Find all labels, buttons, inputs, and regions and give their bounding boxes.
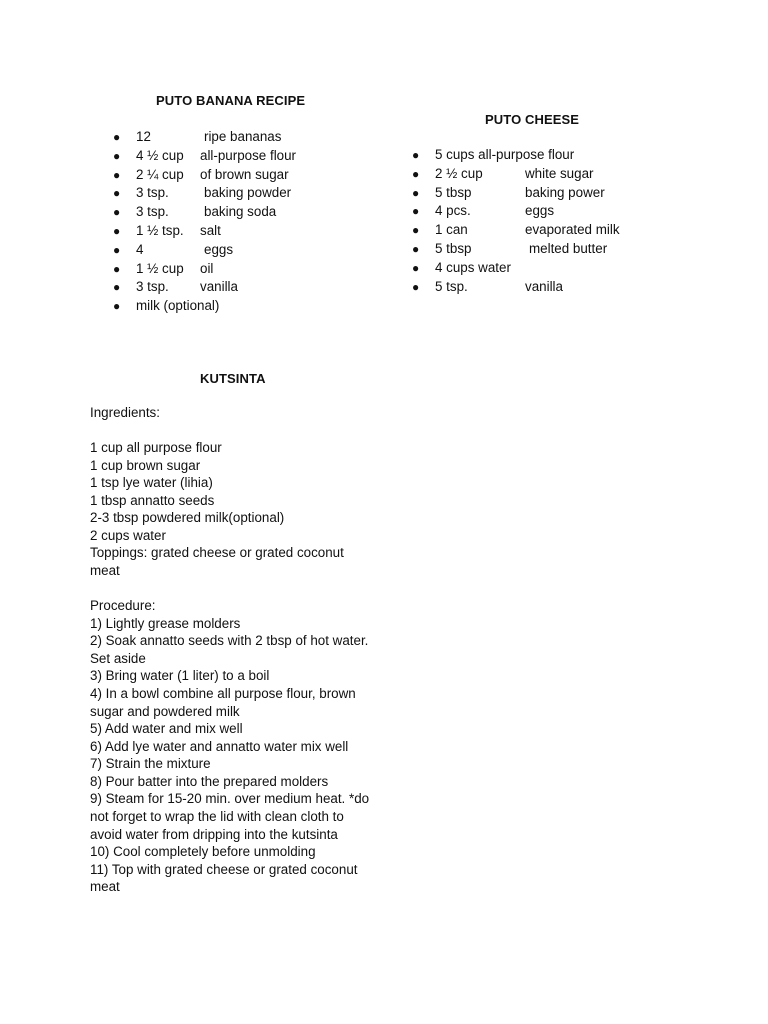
procedure-line: 9) Steam for 15-20 min. over medium heat. *do: [90, 791, 370, 806]
procedure-line: 8) Pour batter into the prepared molders: [90, 774, 329, 789]
ingredient-quantity: 4 ½ cup: [136, 147, 184, 163]
list-item: [113, 222, 363, 241]
bullet-icon: ●: [113, 186, 121, 201]
ingredient-name: ripe bananas: [204, 129, 282, 144]
ingredient-quantity: 1 ½ tsp.: [136, 222, 184, 238]
procedure-line: 2) Soak annatto seeds with 2 tbsp of hot water.: [90, 633, 369, 648]
ingredients-label: Ingredients:: [90, 405, 160, 420]
bullet-icon: ●: [113, 130, 121, 144]
ingredient-name: white sugar: [525, 165, 594, 181]
bullet-icon: ●: [412, 185, 420, 200]
ingredient-name: eggs: [204, 241, 234, 257]
bullet-icon: ●: [113, 299, 121, 314]
procedure-line: 7) Strain the mixture: [90, 756, 211, 771]
list-item: [113, 241, 363, 260]
ingredient-quantity: 5 tbsp: [435, 184, 472, 200]
list-item: [412, 165, 712, 184]
ingredient-quantity: 1 can: [435, 222, 468, 238]
list-item: [113, 166, 363, 185]
ingredient-name: salt: [200, 222, 221, 238]
puto-cheese-title: PUTO CHEESE: [485, 112, 580, 127]
puto-banana-title: PUTO BANANA RECIPE: [156, 93, 306, 108]
ingredient-line: 1 cup brown sugar: [90, 458, 201, 473]
procedure-line: 10) Cool completely before unmolding: [90, 844, 316, 859]
bullet-icon: ●: [412, 260, 420, 275]
list-item: [113, 297, 363, 316]
procedure-line: 5) Add water and mix well: [90, 721, 243, 736]
ingredient-quantity: 12: [136, 129, 151, 144]
ingredient-quantity: 3 tsp.: [136, 185, 169, 201]
procedure-line: Set aside: [90, 651, 146, 666]
ingredient-line: meat: [90, 563, 120, 578]
ingredient-quantity: 4 cups water: [435, 259, 511, 275]
procedure-line: avoid water from dripping into the kutsinta: [90, 827, 338, 842]
ingredient-name: baking powder: [204, 185, 292, 201]
procedure-line: 3) Bring water (1 liter) to a boil: [90, 668, 270, 683]
bullet-icon: ●: [113, 167, 121, 182]
ingredient-quantity: 5 tbsp: [435, 240, 472, 256]
ingredient-name: of brown sugar: [200, 166, 289, 182]
procedure-line: 6) Add lye water and annatto water mix well: [90, 739, 349, 754]
list-item: [412, 221, 712, 240]
ingredient-line: 2 cups water: [90, 528, 166, 543]
procedure-line: meat: [90, 879, 120, 894]
bullet-icon: ●: [113, 280, 121, 295]
list-item: [113, 184, 363, 203]
ingredient-name: vanilla: [525, 278, 563, 294]
bullet-icon: ●: [412, 279, 420, 294]
bullet-icon: ●: [113, 205, 121, 220]
ingredient-quantity: 4: [136, 241, 144, 257]
bullet-icon: ●: [113, 261, 121, 276]
list-item: [412, 278, 712, 297]
ingredient-name: melted butter: [529, 240, 608, 256]
bullet-icon: ●: [412, 241, 420, 256]
procedure-label: Procedure:: [90, 598, 156, 613]
ingredient-name: all-purpose flour: [200, 147, 297, 163]
puto-banana-ingredient-list: [113, 128, 363, 316]
ingredient-quantity: 3 tsp.: [136, 279, 169, 295]
bullet-icon: ●: [113, 242, 121, 257]
bullet-icon: ●: [412, 166, 420, 181]
procedure-line: sugar and powdered milk: [90, 704, 240, 719]
bullet-icon: ●: [412, 148, 420, 162]
ingredient-line: 1 cup all purpose flour: [90, 440, 222, 455]
procedure-line: 1) Lightly grease molders: [90, 616, 241, 631]
ingredient-line: 1 tsp lye water (lihia): [90, 475, 213, 490]
ingredient-name: baking power: [525, 184, 605, 200]
list-item: [412, 259, 712, 278]
list-item: [412, 184, 712, 203]
ingredient-quantity: 3 tsp.: [136, 204, 169, 220]
procedure-line: not forget to wrap the lid with clean cloth to: [90, 809, 344, 824]
list-item: [113, 260, 363, 279]
ingredient-name: evaporated milk: [525, 222, 620, 238]
bullet-icon: ●: [412, 204, 420, 219]
ingredient-name: oil: [200, 260, 214, 276]
ingredient-quantity: 5 cups all-purpose flour: [435, 147, 575, 162]
ingredient-name: baking soda: [204, 204, 277, 220]
list-item: [412, 146, 712, 165]
bullet-icon: ●: [113, 148, 121, 163]
ingredient-quantity: 2 ¼ cup: [136, 166, 184, 182]
ingredient-line: 1 tbsp annatto seeds: [90, 493, 215, 508]
bullet-icon: ●: [113, 223, 121, 238]
ingredient-quantity: milk (optional): [136, 298, 220, 314]
list-item: [412, 202, 712, 221]
ingredient-quantity: 4 pcs.: [435, 203, 471, 219]
list-item: [113, 278, 363, 297]
list-item: [113, 203, 363, 222]
ingredient-name: eggs: [525, 203, 555, 219]
ingredient-quantity: 1 ½ cup: [136, 260, 184, 276]
ingredient-name: vanilla: [200, 279, 238, 295]
kutsinta-title: KUTSINTA: [200, 371, 266, 386]
ingredient-quantity: 2 ½ cup: [435, 165, 483, 181]
list-item: [113, 128, 363, 147]
puto-cheese-ingredient-list: [412, 146, 712, 296]
list-item: [113, 147, 363, 166]
list-item: [412, 240, 712, 259]
ingredient-line: 2-3 tbsp powdered milk(optional): [90, 510, 285, 525]
procedure-line: 4) In a bowl combine all purpose flour, brown: [90, 686, 356, 701]
procedure-line: 11) Top with grated cheese or grated coconut: [90, 862, 358, 877]
bullet-icon: ●: [412, 223, 420, 238]
ingredient-quantity: 5 tsp.: [435, 278, 468, 294]
ingredient-line: Toppings: grated cheese or grated coconut: [90, 545, 344, 560]
